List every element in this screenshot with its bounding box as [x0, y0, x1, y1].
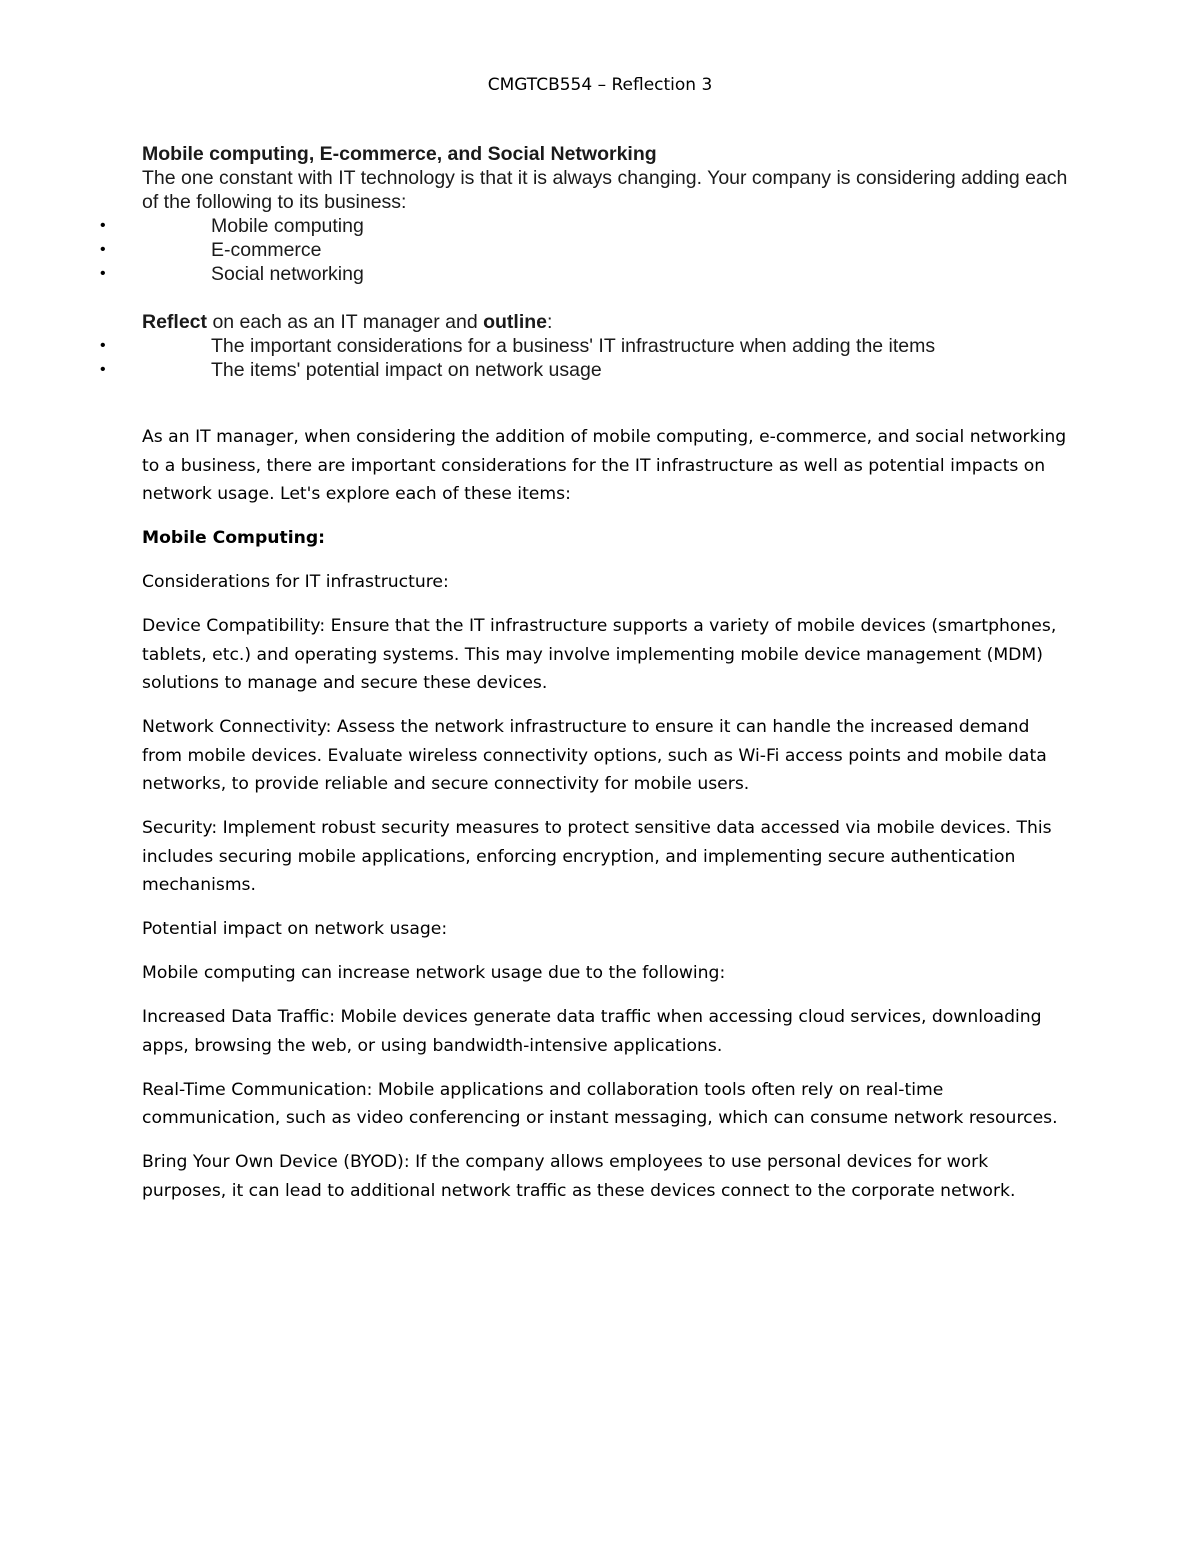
prompt-tasks-list	[100, 334, 1072, 382]
reflect-mid: on each as an IT manager and	[207, 311, 484, 333]
list-item	[100, 334, 1072, 358]
response-intro: As an IT manager, when considering the addition of mobile computing, e-commerce, and social networking to a business, there are important considerations for the IT infrastructure as well as potential impacts on network usage. Let's explore each of these items:	[142, 427, 1067, 504]
list-item	[100, 214, 1072, 238]
prompt-heading: Mobile computing, E-commerce, and Social Networking	[142, 143, 657, 165]
reflect-bold: Reflect	[142, 311, 208, 333]
considerations-label: Considerations for IT infrastructure:	[142, 572, 449, 592]
outline-bold: outline	[483, 311, 548, 333]
reflect-instruction	[142, 310, 1072, 334]
list-item-label: The items' potential impact on network usage	[211, 359, 602, 381]
device-compatibility-paragraph: Device Compatibility: Ensure that the IT infrastructure supports a variety of mobile devices (smartphones, tablets, etc.) and operating systems. This may involve implementing mobile device management (MDM) solutions to manage and secure these devices.	[142, 616, 1057, 693]
list-item	[100, 238, 1072, 262]
list-item-label: Mobile computing	[211, 215, 364, 237]
section-title: Mobile Computing:	[142, 528, 326, 548]
reflect-end: :	[547, 311, 553, 333]
bullet-icon: •	[100, 217, 106, 234]
assignment-prompt	[100, 142, 1072, 382]
bullet-icon: •	[100, 337, 106, 354]
impact-label: Potential impact on network usage:	[142, 919, 448, 939]
prompt-intro: The one constant with IT technology is that it is always changing. Your company is considering adding each of the following to its business:	[142, 167, 1068, 213]
impact-intro: Mobile computing can increase network usage due to the following:	[142, 963, 726, 983]
document-header: CMGTCB554 – Reflection 3	[487, 75, 713, 95]
realtime-paragraph: Real-Time Communication: Mobile applications and collaboration tools often rely on real-time communication, such as video conferencing or instant messaging, which can consume network resources.	[142, 1079, 1058, 1128]
response-body	[142, 423, 1072, 1221]
bullet-icon: •	[100, 241, 106, 258]
list-item	[100, 358, 1072, 382]
list-item	[100, 262, 1072, 286]
list-item-label: Social networking	[211, 263, 364, 285]
byod-paragraph: Bring Your Own Device (BYOD): If the company allows employees to use personal devices for work purposes, it can lead to additional network traffic as these devices connect to the corporate network.	[142, 1152, 1016, 1201]
list-item-label: The important considerations for a business' IT infrastructure when adding the items	[211, 335, 936, 357]
data-traffic-paragraph: Increased Data Traffic: Mobile devices generate data traffic when accessing cloud services, downloading apps, browsing the web, or using bandwidth-intensive applications.	[142, 1007, 1042, 1056]
prompt-items-list	[100, 214, 1072, 286]
list-item-label: E-commerce	[211, 239, 322, 261]
security-paragraph: Security: Implement robust security measures to protect sensitive data accessed via mobile devices. This includes securing mobile applications, enforcing encryption, and implementing secure authentication mechanisms.	[142, 818, 1052, 895]
bullet-icon: •	[100, 361, 106, 378]
network-connectivity-paragraph: Network Connectivity: Assess the network infrastructure to ensure it can handle the increased demand from mobile devices. Evaluate wireless connectivity options, such as Wi-Fi access points and mobile data networks, to provide reliable and secure connectivity for mobile users.	[142, 717, 1047, 794]
bullet-icon: •	[100, 265, 106, 282]
